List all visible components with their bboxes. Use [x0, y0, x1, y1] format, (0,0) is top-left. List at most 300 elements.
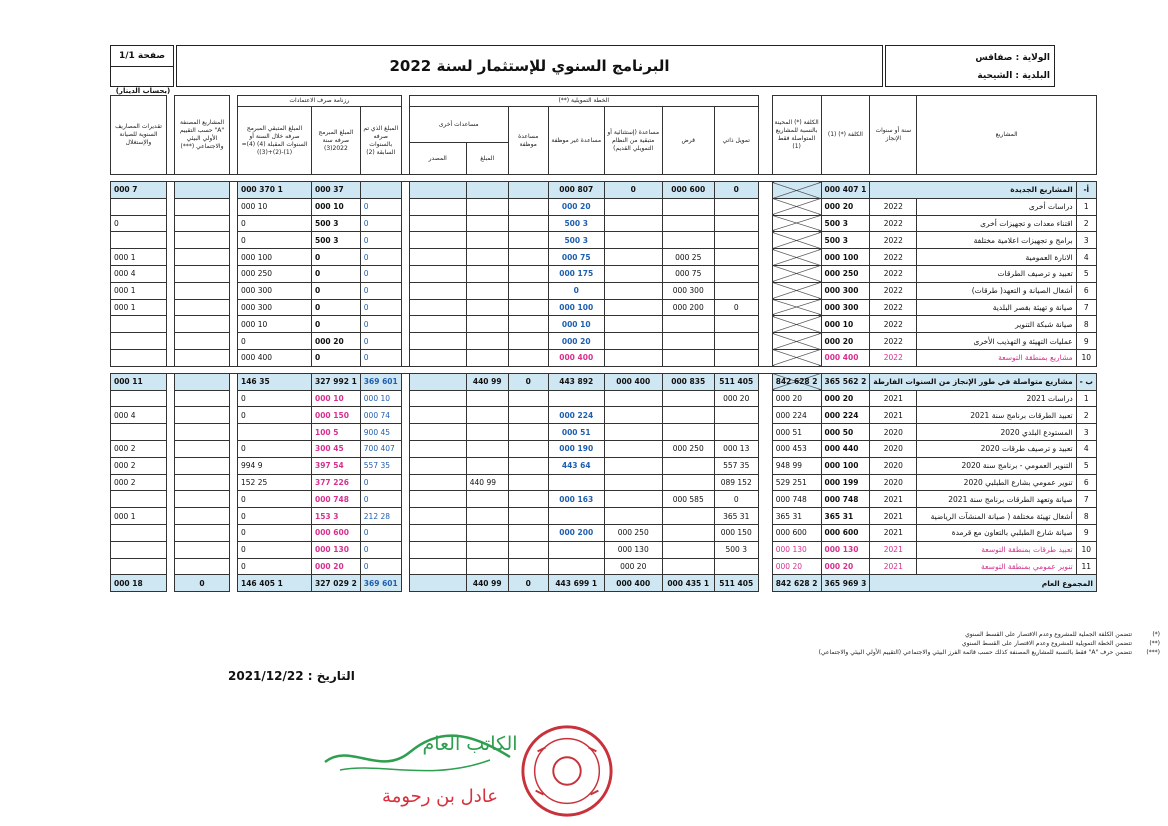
project-year: 2022 [870, 316, 917, 333]
project-name: صيانة شبكة التنوير [917, 316, 1076, 333]
header-row-1 [111, 96, 1097, 107]
financing-exc: 130 000 [604, 541, 662, 558]
remaining-cell: 0 [238, 491, 312, 508]
spent-2022-cell: 0 [312, 299, 361, 316]
classified-cell [175, 265, 230, 282]
local-cost-cell: 130 000 [772, 541, 821, 558]
local-cost-cell: 31 365 [772, 508, 821, 525]
financing-unalloc: 10 000 [548, 316, 604, 333]
financing-self [714, 249, 758, 266]
table-row [111, 558, 1097, 575]
official-stamp [518, 722, 616, 820]
spent-2022-cell: 10 000 [312, 390, 361, 407]
financing-loan [662, 198, 714, 215]
spent-prev-cell [360, 182, 401, 199]
financing-loan [662, 424, 714, 441]
financing-self [714, 282, 758, 299]
project-year: 2022 [870, 232, 917, 249]
table-row [111, 541, 1097, 558]
financing-other_src [409, 440, 466, 457]
financing-self: 405 511 [714, 373, 758, 390]
financing-other_amt [466, 457, 508, 474]
table-row [111, 232, 1097, 249]
project-year: 2022 [870, 198, 917, 215]
financing-other_amt [466, 424, 508, 441]
financing-other_src [409, 249, 466, 266]
row-number: 6 [1076, 282, 1096, 299]
financing-other_src [409, 390, 466, 407]
financing-other_amt [466, 299, 508, 316]
spent-prev-cell: 0 [360, 265, 401, 282]
project-name: تعبيد و ترصيف طرقات 2020 [917, 440, 1076, 457]
row-number: 2 [1076, 407, 1096, 424]
col-allocated-aid: مساعدة موظفة [508, 107, 548, 175]
annual-costs-cell [111, 424, 167, 441]
local-cost-cell [772, 265, 821, 282]
financing-unalloc [548, 390, 604, 407]
financing-exc: 400 000 [604, 575, 662, 592]
financing-other_amt: 99 440 [466, 575, 508, 592]
spent-2022-cell: 130 000 [312, 541, 361, 558]
document-title: البرنامج السنوي للإستثمار لسنة 2022 [176, 45, 883, 87]
local-cost-cell: 600 000 [772, 524, 821, 541]
local-cost-cell: 2 628 842 [772, 575, 821, 592]
financing-self: 0 [714, 299, 758, 316]
financing-loan [662, 558, 714, 575]
financing-unalloc: 3 500 [548, 215, 604, 232]
financing-loan: 600 000 [662, 182, 714, 199]
table-row [111, 316, 1097, 333]
financing-loan: 75 000 [662, 265, 714, 282]
spent-2022-cell: 748 000 [312, 491, 361, 508]
financing-alloc [508, 491, 548, 508]
financing-loan [662, 349, 714, 366]
financing-exc: 0 [604, 182, 662, 199]
cost-cell: 130 000 [821, 541, 870, 558]
financing-unalloc: 75 000 [548, 249, 604, 266]
financing-loan: 25 000 [662, 249, 714, 266]
financing-loan [662, 457, 714, 474]
project-year: 2021 [870, 407, 917, 424]
spent-2022-cell: 0 [312, 349, 361, 366]
financing-other_src [409, 182, 466, 199]
wilaya-label: الولاية : صفاقس [975, 53, 1050, 63]
annual-costs-cell [111, 558, 167, 575]
project-name: اقتناء معدات و تجهيزات أخرى [917, 215, 1076, 232]
spent-2022-cell: 3 500 [312, 232, 361, 249]
financing-unalloc: 807 000 [548, 182, 604, 199]
col-local-cost: الكلفة (*) المحينة بالنسبة للمشاريع المتواصلة فقط (1) [772, 96, 821, 175]
spent-2022-cell: 54 397 [312, 457, 361, 474]
remaining-cell: 250 000 [238, 265, 312, 282]
annual-costs-cell: 7 000 [111, 182, 167, 199]
financing-other_amt [466, 508, 508, 525]
spent-2022-cell: 45 300 [312, 440, 361, 457]
remaining-cell: 0 [238, 333, 312, 350]
financing-unalloc: 51 000 [548, 424, 604, 441]
baladia-label: البلدية : الشيحية [977, 71, 1050, 81]
row-number: 7 [1076, 491, 1096, 508]
annual-costs-cell: 0 [111, 215, 167, 232]
financing-exc [604, 424, 662, 441]
spent-2022-cell: 150 000 [312, 407, 361, 424]
financing-alloc [508, 424, 548, 441]
spent-2022-cell: 10 000 [312, 198, 361, 215]
financing-alloc [508, 333, 548, 350]
financing-other_src [409, 349, 466, 366]
signature-role: الكاتب العام [422, 733, 518, 755]
financing-self [714, 198, 758, 215]
spacer-row [111, 366, 1097, 373]
table-row [111, 440, 1097, 457]
project-year: 2022 [870, 215, 917, 232]
local-cost-cell: 748 000 [772, 491, 821, 508]
financing-exc [604, 457, 662, 474]
financing-alloc [508, 316, 548, 333]
financing-other_src [409, 373, 466, 390]
project-name: صيانة و تهيئة بقصر البلدية [917, 299, 1076, 316]
project-year: 2020 [870, 474, 917, 491]
financing-other_src [409, 575, 466, 592]
remaining-cell: 25 152 [238, 474, 312, 491]
spent-prev-cell: 0 [360, 491, 401, 508]
col-other-aid: مساعدات أخرى [409, 107, 508, 143]
financing-alloc [508, 390, 548, 407]
cost-cell: 3 969 365 [821, 575, 870, 592]
grand-total-label: المجموع العام [870, 575, 1097, 592]
financing-exc [604, 249, 662, 266]
remaining-cell: 1 370 000 [238, 182, 312, 199]
investment-table [110, 95, 1097, 592]
remaining-cell: 0 [238, 541, 312, 558]
grand-total-row [111, 575, 1097, 592]
signature [320, 722, 520, 817]
local-cost-cell: 20 000 [772, 558, 821, 575]
financing-alloc [508, 349, 548, 366]
financing-other_src [409, 508, 466, 525]
spent-2022-cell: 20 000 [312, 558, 361, 575]
financing-other_src [409, 299, 466, 316]
col-self-fund: تمويل ذاتي [714, 107, 758, 175]
remaining-cell: 10 000 [238, 198, 312, 215]
classified-cell [175, 215, 230, 232]
financing-self: 3 500 [714, 541, 758, 558]
financing-other_src [409, 474, 466, 491]
project-year: 2021 [870, 558, 917, 575]
local-cost-cell: 20 000 [772, 390, 821, 407]
local-cost-cell: 51 000 [772, 424, 821, 441]
financing-unalloc: 0 [548, 282, 604, 299]
financing-other_src [409, 316, 466, 333]
financing-other_amt [466, 333, 508, 350]
financing-exc [604, 232, 662, 249]
financing-unalloc: 100 000 [548, 299, 604, 316]
remaining-cell: 0 [238, 390, 312, 407]
spent-prev-cell: 407 700 [360, 440, 401, 457]
project-year: 2020 [870, 440, 917, 457]
local-cost-cell [772, 232, 821, 249]
section-title: مشاريع متواصلة في طور الإنجاز من السنوات الفارطة [870, 373, 1076, 390]
table-row [111, 474, 1097, 491]
financing-self: 0 [714, 182, 758, 199]
financing-unalloc: 20 000 [548, 333, 604, 350]
financing-exc [604, 491, 662, 508]
financing-unalloc: 224 000 [548, 407, 604, 424]
annual-costs-cell [111, 232, 167, 249]
table-row [111, 390, 1097, 407]
row-number: 2 [1076, 215, 1096, 232]
cost-cell: 20 000 [821, 333, 870, 350]
financing-loan [662, 474, 714, 491]
local-cost-cell [772, 316, 821, 333]
financing-other_amt [466, 541, 508, 558]
footnotes [740, 630, 1160, 657]
annual-costs-cell [111, 390, 167, 407]
col-other-amount: المبلغ [466, 143, 508, 175]
local-cost-cell [772, 215, 821, 232]
table-row [111, 424, 1097, 441]
financing-other_src [409, 265, 466, 282]
financing-loan: 835 000 [662, 373, 714, 390]
spent-prev-cell: 45 900 [360, 424, 401, 441]
financing-self [714, 558, 758, 575]
spent-2022-cell: 5 100 [312, 424, 361, 441]
remaining-cell [238, 424, 312, 441]
row-number: 3 [1076, 424, 1096, 441]
project-year: 2022 [870, 265, 917, 282]
row-number: 10 [1076, 349, 1096, 366]
financing-loan: 300 000 [662, 282, 714, 299]
row-number: 11 [1076, 558, 1096, 575]
financing-exc [604, 390, 662, 407]
financing-alloc [508, 457, 548, 474]
document-date: التاريخ : 2021/12/22 [228, 669, 355, 683]
remaining-cell: 10 000 [238, 316, 312, 333]
row-number: 6 [1076, 474, 1096, 491]
local-cost-cell [772, 299, 821, 316]
classified-cell [175, 182, 230, 199]
spent-prev-cell: 0 [360, 249, 401, 266]
row-number: 1 [1076, 198, 1096, 215]
cost-cell: 100 000 [821, 457, 870, 474]
project-name: المستودع البلدي 2020 [917, 424, 1076, 441]
row-number: 5 [1076, 265, 1096, 282]
financing-exc [604, 316, 662, 333]
col-spent-2022: المبلغ المبرمج صرفه سنة 2022(3) [312, 107, 361, 175]
financing-other_amt [466, 265, 508, 282]
financing-alloc [508, 232, 548, 249]
signature-name: عادل بن رحومة [382, 786, 498, 807]
financing-other_src [409, 491, 466, 508]
financing-self: 13 000 [714, 440, 758, 457]
financing-other_amt [466, 349, 508, 366]
financing-other_amt [466, 282, 508, 299]
row-number: 7 [1076, 299, 1096, 316]
row-number: 1 [1076, 390, 1096, 407]
project-name: عمليات التهيئة و التهذيب الأخرى [917, 333, 1076, 350]
financing-other_src [409, 424, 466, 441]
spent-prev-cell: 0 [360, 558, 401, 575]
project-year: 2021 [870, 541, 917, 558]
financing-loan [662, 407, 714, 424]
cost-cell: 10 000 [821, 316, 870, 333]
remaining-cell: 300 000 [238, 299, 312, 316]
cost-cell: 20 000 [821, 198, 870, 215]
footnote-3: (***) تتضمن حرف "A" فقط بالنسبة للمشاريع المصنفة كذلك حسب قائمة الفرز البيئي والاجتماعي (التقييم الأولي البيئي والاجتماعي) [818, 649, 1160, 656]
annual-costs-cell: 2 000 [111, 474, 167, 491]
annual-costs-cell: 1 000 [111, 249, 167, 266]
project-year: 2021 [870, 390, 917, 407]
classified-cell [175, 333, 230, 350]
remaining-cell: 0 [238, 508, 312, 525]
table-row [111, 524, 1097, 541]
project-year: 2022 [870, 249, 917, 266]
project-year: 2022 [870, 282, 917, 299]
annual-costs-cell [111, 349, 167, 366]
cost-cell: 300 000 [821, 282, 870, 299]
project-name: تعبيد طرقات بمنطقة التوسعة [917, 541, 1076, 558]
project-name: صيانة وتعهد الطرقات برنامج سنة 2021 [917, 491, 1076, 508]
spent-prev-cell: 0 [360, 198, 401, 215]
classified-cell: 0 [175, 575, 230, 592]
financing-unalloc: 892 443 [548, 373, 604, 390]
financing-other_amt [466, 215, 508, 232]
financing-self: 31 365 [714, 508, 758, 525]
financing-exc [604, 299, 662, 316]
spent-2022-cell: 0 [312, 282, 361, 299]
financing-self: 405 511 [714, 575, 758, 592]
local-cost-cell [772, 282, 821, 299]
financing-other_src [409, 282, 466, 299]
cost-cell: 31 365 [821, 508, 870, 525]
financing-alloc: 0 [508, 575, 548, 592]
remaining-cell: 0 [238, 215, 312, 232]
spent-2022-cell: 226 377 [312, 474, 361, 491]
currency-label: (بحساب الدينار) [115, 87, 171, 95]
financing-unalloc: 200 000 [548, 524, 604, 541]
financing-loan [662, 541, 714, 558]
project-year: 2022 [870, 333, 917, 350]
spent-2022-cell: 3 153 [312, 508, 361, 525]
financing-other_amt [466, 198, 508, 215]
spacer-row [111, 175, 1097, 182]
financing-alloc [508, 541, 548, 558]
col-other-source: المصدر [409, 143, 466, 175]
footnote-1: (*) تتضمن الكلفة الجملية للمشروع وعدم الاقتصار على القسط السنوي [965, 631, 1160, 638]
row-number: 4 [1076, 440, 1096, 457]
financing-other_amt [466, 407, 508, 424]
local-cost-cell [772, 333, 821, 350]
financing-self [714, 232, 758, 249]
project-name: تعبيد الطرقات برنامج سنة 2021 [917, 407, 1076, 424]
classified-cell [175, 232, 230, 249]
financing-other_amt [466, 390, 508, 407]
classified-cell [175, 558, 230, 575]
financing-unalloc: 20 000 [548, 198, 604, 215]
financing-alloc [508, 524, 548, 541]
project-name: تنوير عمومي بمنطقة التوسعة [917, 558, 1076, 575]
classified-cell [175, 390, 230, 407]
col-unallocated-aid: مساعدة غير موظفة [548, 107, 604, 175]
remaining-cell: 0 [238, 232, 312, 249]
classified-cell [175, 424, 230, 441]
table-row [111, 282, 1097, 299]
project-year: 2020 [870, 457, 917, 474]
financing-exc [604, 198, 662, 215]
financing-other_amt [466, 182, 508, 199]
row-number: 3 [1076, 232, 1096, 249]
financing-other_src [409, 524, 466, 541]
financing-loan: 200 000 [662, 299, 714, 316]
local-cost-cell [772, 198, 821, 215]
financing-exc [604, 407, 662, 424]
financing-exc [604, 474, 662, 491]
financing-exc: 20 000 [604, 558, 662, 575]
financing-self [714, 424, 758, 441]
project-name: دراسات 2021 [917, 390, 1076, 407]
col-year: سنة أو سنوات الإنجاز [870, 96, 917, 175]
financing-other_src [409, 457, 466, 474]
financing-alloc [508, 299, 548, 316]
page-label: صفحة 1/1 [111, 46, 173, 67]
cost-cell: 748 000 [821, 491, 870, 508]
financing-unalloc: 190 000 [548, 440, 604, 457]
financing-alloc [508, 265, 548, 282]
project-year: 2022 [870, 299, 917, 316]
project-name: أشغال الصيانة و التعهد( طرقات) [917, 282, 1076, 299]
col-financing-group: الخطة التمويلية (**) [409, 96, 758, 107]
remaining-cell: 0 [238, 524, 312, 541]
classified-cell [175, 407, 230, 424]
spent-2022-cell: 0 [312, 249, 361, 266]
annual-costs-cell: 4 000 [111, 265, 167, 282]
header-location [885, 45, 1055, 87]
spent-prev-cell: 0 [360, 474, 401, 491]
annual-costs-cell: 18 000 [111, 575, 167, 592]
local-cost-cell [772, 182, 821, 199]
table-row [111, 265, 1097, 282]
annual-costs-cell: 2 000 [111, 440, 167, 457]
project-name: برامج و تجهيزات اعلامية مختلفة [917, 232, 1076, 249]
remaining-cell: 0 [238, 558, 312, 575]
table-row [111, 457, 1097, 474]
classified-cell [175, 508, 230, 525]
financing-self: 0 [714, 491, 758, 508]
financing-other_src [409, 215, 466, 232]
col-cost: الكلفة (*) (1) [821, 96, 870, 175]
financing-other_src [409, 541, 466, 558]
financing-loan [662, 232, 714, 249]
local-cost-cell: 2 628 842 [772, 373, 821, 390]
financing-other_amt [466, 232, 508, 249]
financing-exc [604, 349, 662, 366]
footnote-2: (**) تتضمن الخطة التمويلية للمشروع وعدم الاقتصار على القسط السنوي [961, 640, 1160, 647]
project-name: مشاريع بمنطقة التوسعة [917, 349, 1076, 366]
spent-prev-cell: 0 [360, 215, 401, 232]
cost-cell: 50 000 [821, 424, 870, 441]
project-name: تنوير عمومي بشارع الطبلبي 2020 [917, 474, 1076, 491]
annual-costs-cell [111, 198, 167, 215]
annual-costs-cell: 1 000 [111, 282, 167, 299]
classified-cell [175, 316, 230, 333]
remaining-cell: 0 [238, 440, 312, 457]
project-name: الانارة العمومية [917, 249, 1076, 266]
cost-cell: 20 000 [821, 390, 870, 407]
financing-exc [604, 282, 662, 299]
financing-self [714, 265, 758, 282]
spent-2022-cell: 0 [312, 265, 361, 282]
section-key: أ- [1076, 182, 1096, 199]
